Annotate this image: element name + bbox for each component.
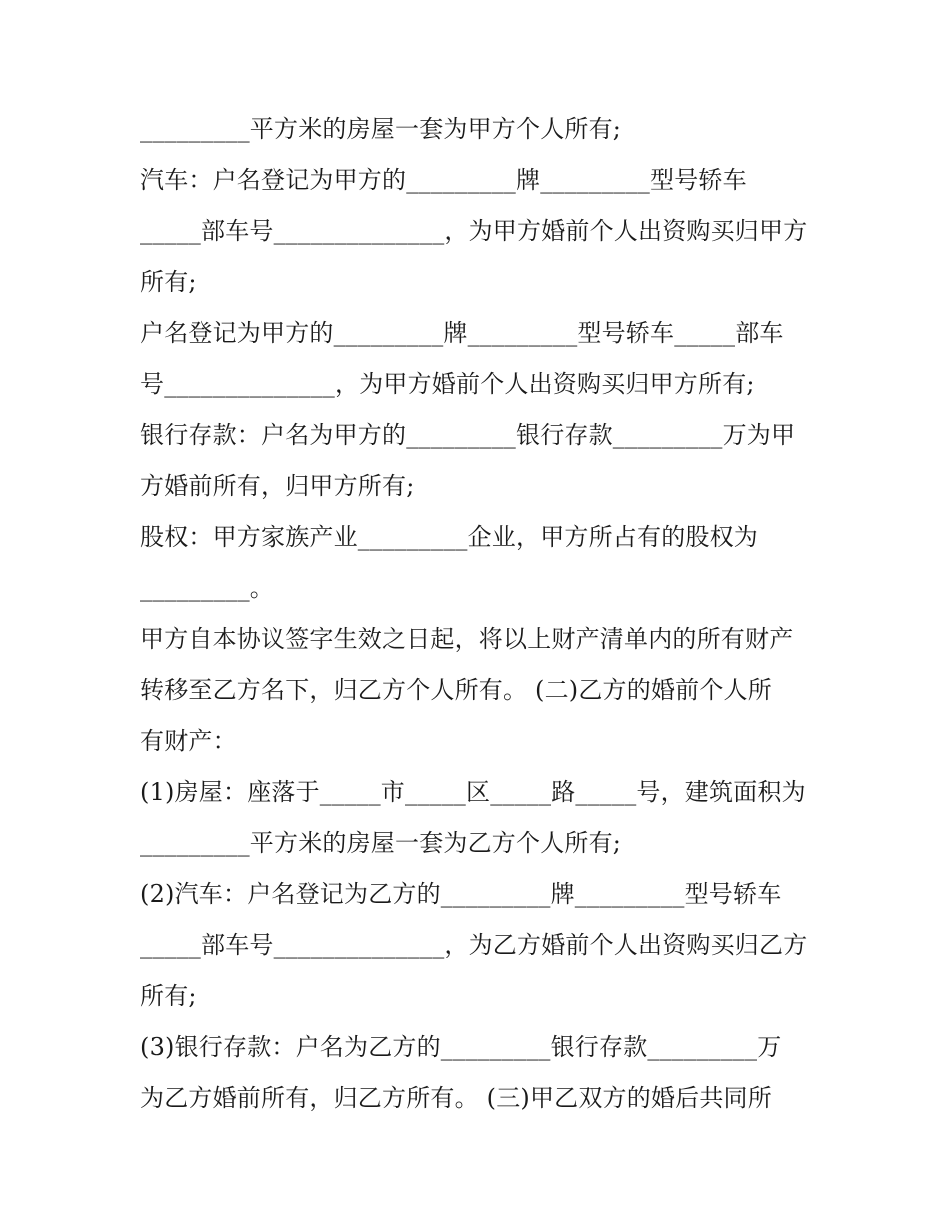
text-line: (1)房屋：座落于_____市_____区_____路_____号，建筑面积为: [140, 778, 806, 806]
text-line: 汽车：户名登记为甲方的_________牌_________型号轿车: [140, 166, 747, 194]
text-line: 户名登记为甲方的_________牌_________型号轿车_____部车: [140, 319, 784, 347]
text-line: 方婚前所有，归甲方所有;: [140, 472, 415, 500]
text-line: 股权：甲方家族产业_________企业，甲方所占有的股权为: [140, 523, 758, 551]
text-line: 有财产：: [140, 727, 237, 755]
text-line: 为乙方婚前所有，归乙方所有。 (三)甲乙双方的婚后共同所: [140, 1084, 772, 1112]
text-line: _____部车号______________，为乙方婚前个人出资购买归乙方: [140, 931, 808, 959]
text-line: (2)汽车：户名登记为乙方的_________牌_________型号轿车: [140, 880, 782, 908]
text-line: _________。: [140, 574, 274, 602]
text-line: 所有;: [140, 982, 197, 1010]
text-line: _____部车号______________，为甲方婚前个人出资购买归甲方: [140, 217, 808, 245]
text-line: 甲方自本协议签字生效之日起，将以上财产清单内的所有财产: [140, 625, 794, 653]
text-line: 号______________，为甲方婚前个人出资购买归甲方所有;: [140, 370, 755, 398]
text-line: 转移至乙方名下，归乙方个人所有。 (二)乙方的婚前个人所: [140, 676, 772, 704]
text-line: (3)银行存款：户名为乙方的_________银行存款_________万: [140, 1033, 782, 1061]
text-line: _________平方米的房屋一套为乙方个人所有;: [140, 829, 622, 857]
text-line: 所有;: [140, 268, 197, 296]
text-line: 银行存款：户名为甲方的_________银行存款_________万为甲: [140, 421, 796, 449]
text-line: _________平方米的房屋一套为甲方个人所有;: [140, 115, 622, 143]
